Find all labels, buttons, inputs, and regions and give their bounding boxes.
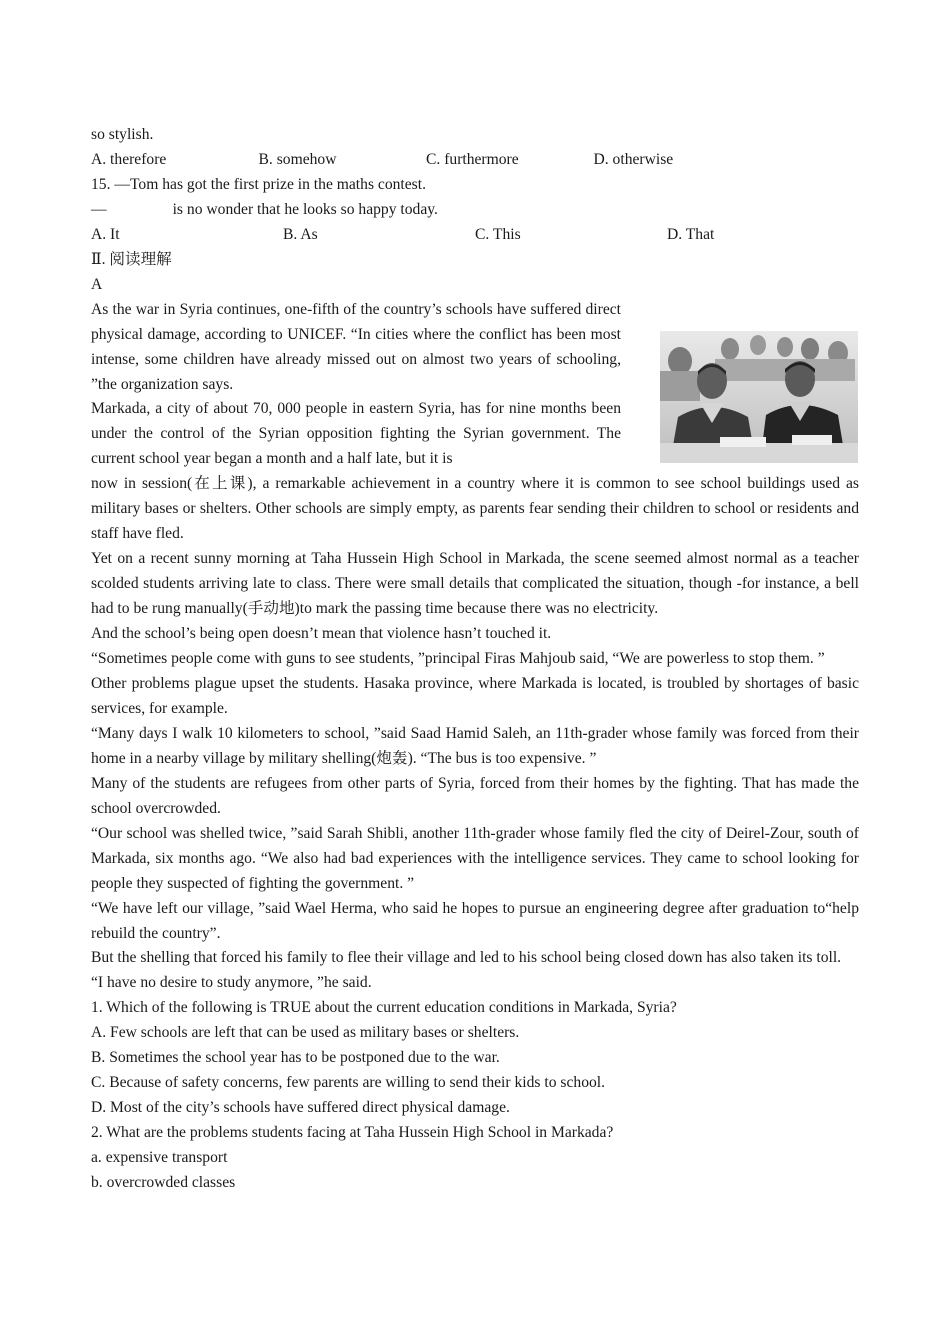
reply-text: is no wonder that he looks so happy today.	[172, 200, 438, 218]
q1-option-c: C. Because of safety concerns, few parents are willing to send their kids to school.	[91, 1074, 606, 1092]
paragraph: Yet on a recent sunny morning at Taha Hussein High School in Markada, the scene seemed almost normal as a teacher scolded students arriving late to class. There were small details that complicated the situation, though -for instance, a bell had to be rung manually(手动地)to mark the passing time because there was no electricity.	[91, 550, 859, 618]
paragraph: “We have left our village, ”said Wael Herma, who said he hopes to pursue an engineering degree after graduation to“help rebuild the country”.	[91, 899, 859, 942]
option-d: D. otherwise	[593, 150, 674, 168]
option-c: C. This	[475, 225, 521, 243]
q1-option-d: D. Most of the city’s schools have suffered direct physical damage.	[91, 1099, 510, 1117]
q2-item-b: b. overcrowded classes	[91, 1174, 236, 1192]
paragraph: Markada, a city of about 70, 000 people in eastern Syria, has for nine months been under the control of the Syrian opposition fighting the Syrian government. The current school year began a month and a half late, but it is	[91, 400, 621, 468]
text-line: so stylish.	[91, 126, 154, 143]
section-heading: Ⅱ. 阅读理解	[91, 250, 172, 268]
reply-dash: —	[91, 200, 107, 218]
option-a: A. therefore	[91, 150, 167, 168]
document-page	[91, 123, 859, 1196]
question-2: 2. What are the problems students facing at Taha Hussein High School in Markada?	[91, 1124, 614, 1142]
question-1: 1. Which of the following is TRUE about the current education conditions in Markada, Syria?	[91, 999, 677, 1017]
q15-options	[91, 223, 859, 248]
paragraph: As the war in Syria continues, one-fifth of the country’s schools have suffered direct physical damage, according to UNICEF. “In cities where the conflict has been most intense, some children have already missed out on almost two years of schooling, ”the organization says.	[91, 300, 621, 393]
passage-label: A	[91, 275, 103, 293]
option-c: C. furthermore	[426, 150, 519, 168]
paragraph: “Our school was shelled twice, ”said Sarah Shibli, another 11th-grader whose family fled the city of Deirel-Zour, south of Markada, six months ago. “We also had bad experiences with the intelligence services. They came to school looking for people they suspected of fighting the government. ”	[91, 824, 859, 892]
classroom-photo	[660, 331, 858, 463]
paragraph: Other problems plague upset the students. Hasaka province, where Markada is located, is troubled by shortages of basic services, for example.	[91, 674, 859, 717]
paragraph: “Many days I walk 10 kilometers to school, ”said Saad Hamid Saleh, an 11th-grader whose family was forced from their home in a nearby village by military shelling(炮轰). “The bus is too expensive. ”	[91, 724, 859, 767]
option-b: B. somehow	[258, 150, 337, 168]
q14-options	[91, 148, 859, 173]
q2-item-a: a. expensive transport	[91, 1149, 228, 1167]
q15-reply	[91, 198, 859, 223]
option-d: D. That	[667, 225, 715, 243]
paragraph: “I have no desire to study anymore, ”he said.	[91, 974, 372, 992]
paragraph: But the shelling that forced his family to flee their village and led to his school being closed down has also taken its toll.	[91, 949, 842, 967]
paragraph: And the school’s being open doesn’t mean that violence hasn’t touched it.	[91, 625, 552, 643]
option-b: B. As	[283, 225, 318, 243]
q1-option-a: A. Few schools are left that can be used as military bases or shelters.	[91, 1024, 520, 1042]
option-a: A. It	[91, 225, 120, 243]
paragraph: Many of the students are refugees from other parts of Syria, forced from their homes by the fighting. That has made the school overcrowded.	[91, 774, 859, 817]
paragraph: “Sometimes people come with guns to see students, ”principal Firas Mahjoub said, “We are powerless to stop them. ”	[91, 650, 825, 668]
paragraph: now in session(在上课), a remarkable achievement in a country where it is common to see school buildings used as military bases or shelters. Other schools are simply empty, as parents fear sending their children to school or residents and staff have fled.	[91, 475, 859, 543]
q1-option-b: B. Sometimes the school year has to be postponed due to the war.	[91, 1049, 500, 1067]
q15-stem: 15. —Tom has got the first prize in the maths contest.	[91, 175, 426, 193]
